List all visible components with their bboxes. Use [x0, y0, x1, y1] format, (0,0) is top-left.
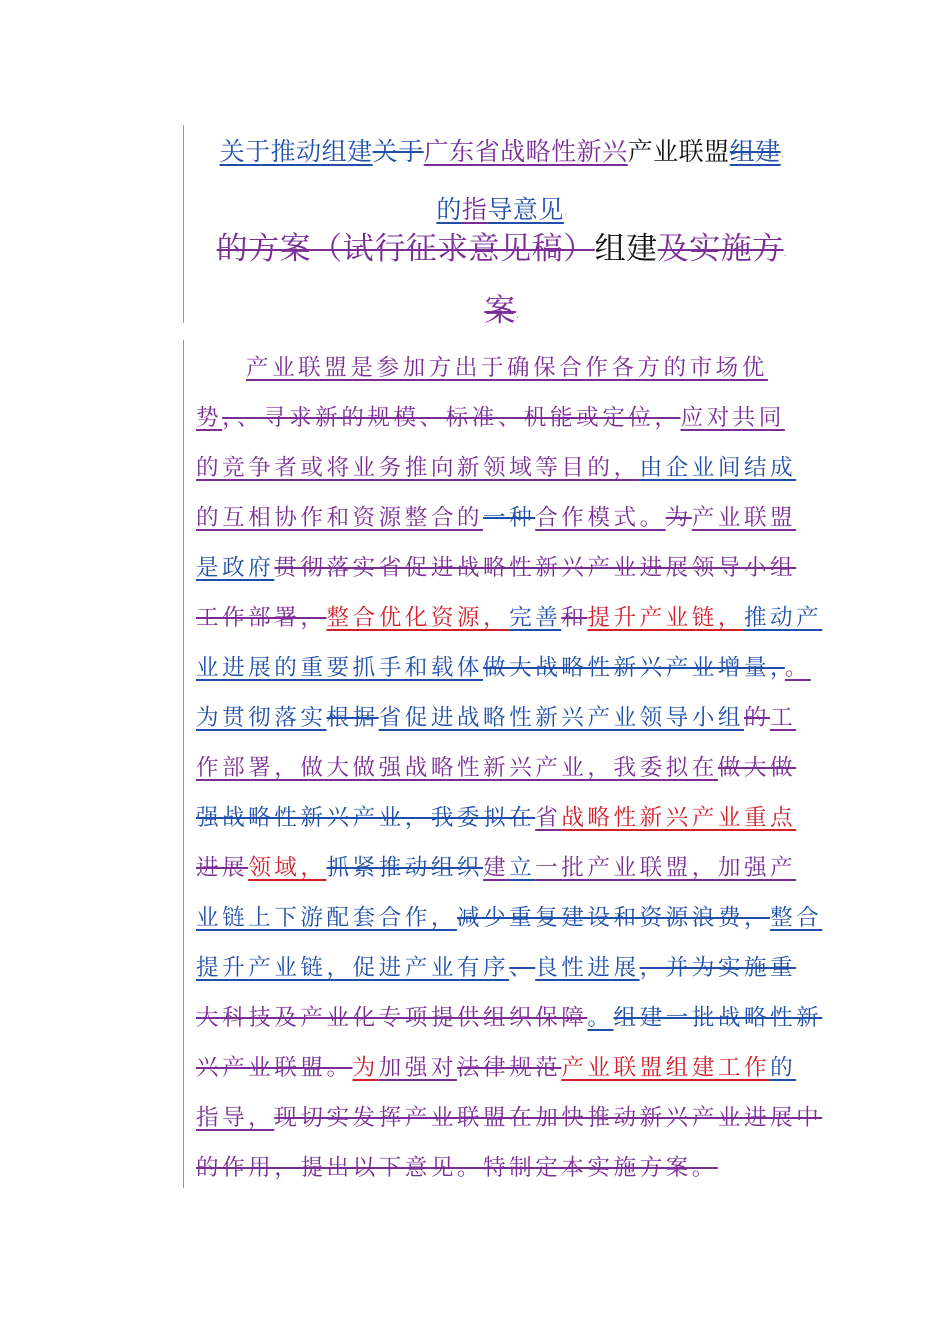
text-run: 现切实发挥产业联盟在加快推动新兴产业进展中 — [274, 1105, 823, 1131]
text-run: 一批产业联盟，加强产 — [535, 855, 797, 881]
text-run: 指 — [461, 195, 488, 224]
body-line — [196, 893, 836, 943]
text-run: 、 — [509, 955, 536, 981]
text-run: 完善 — [509, 605, 562, 631]
body-line — [196, 793, 836, 843]
text-run: 大科技及产业化专项提供组织保障 — [196, 1005, 588, 1031]
text-run: 和 — [561, 605, 588, 631]
paragraph-mark-icon: · — [563, 210, 568, 221]
text-run: 提升产业链， — [587, 605, 744, 631]
body-line — [196, 693, 836, 743]
body-line — [196, 743, 836, 793]
text-run: 强战略性新兴产业，我委拟在 — [196, 805, 536, 831]
text-run: 产业联盟是参加方出于确保合作各方的市场优 — [246, 355, 768, 381]
text-run: 省促进战略性新兴产业领导小组 — [378, 705, 744, 731]
body-line — [196, 643, 836, 693]
text-run: 兴产业联盟。 — [196, 1055, 353, 1081]
text-run: 案 — [484, 293, 516, 329]
body-line — [196, 493, 836, 543]
text-run: 工 — [770, 705, 797, 731]
body-line — [196, 1143, 836, 1193]
text-run: 作部署，做大做强战略性新兴产业，我委拟在 — [196, 755, 718, 781]
text-run: 指导， — [196, 1105, 275, 1131]
body-line — [196, 1093, 836, 1143]
body-line — [196, 993, 836, 1043]
document-subtitle — [192, 222, 812, 346]
paragraph-mark-icon: · — [780, 152, 785, 163]
text-run: 为贯彻落实 — [196, 705, 327, 731]
text-run: 抓紧推动组织 — [326, 855, 484, 881]
text-run: 整合优化资源， — [326, 605, 510, 631]
text-run: 领域， — [248, 855, 327, 881]
text-run: ，、寻求新的规模、标准、机能或定位， — [222, 405, 681, 431]
text-run: 应对共同 — [680, 405, 785, 431]
paragraph-mark-icon: · — [515, 313, 520, 324]
text-run: 产业联盟 — [691, 505, 797, 531]
text-run: 组建一批战略性新 — [613, 1005, 823, 1031]
text-run: 的方案（试行征求意见稿） — [216, 231, 595, 267]
text-run: 做大战略性新兴产业增量， — [483, 655, 785, 681]
text-run: 组建 — [594, 231, 658, 267]
text-run: 提升产业链，促进产业有序 — [196, 955, 510, 981]
text-run: 势 — [196, 405, 223, 431]
text-run: 业进展的重要抓手和载体 — [196, 655, 484, 681]
text-run: 组建 — [729, 137, 781, 166]
text-run: 业链上下游配套合作， — [196, 905, 457, 931]
body-line — [196, 393, 836, 443]
text-run: 的竞争者或将业务推向新领域等目的， — [196, 455, 640, 481]
text-run: 减少重复建设和资源浪费， — [456, 905, 771, 931]
text-run: 做大做 — [717, 755, 797, 781]
text-run: 法律规范 — [456, 1055, 562, 1081]
text-run: 整合 — [770, 905, 823, 931]
text-run: 进展 — [196, 855, 249, 881]
text-run: 及实施方 — [657, 231, 784, 267]
text-run: 战略性新兴产业重点 — [561, 805, 797, 831]
title-line-4 — [192, 284, 812, 346]
text-run: 根据 — [326, 705, 379, 731]
change-bar-body — [183, 340, 184, 1188]
text-run: ，并为实施重 — [639, 955, 797, 981]
text-run: 一种 — [483, 505, 536, 531]
title-line-1 — [192, 126, 812, 184]
text-run: 产业联盟组建工作 — [561, 1055, 771, 1081]
text-run: 广东省战略性新兴 — [423, 137, 628, 166]
title-line-3 — [192, 222, 812, 284]
body-line — [196, 1043, 836, 1093]
text-run: 为 — [665, 505, 692, 531]
paragraph-mark-icon: · — [783, 251, 788, 262]
text-run: 的 — [770, 1055, 797, 1081]
text-run: 省 — [535, 805, 562, 831]
text-run: 。 — [587, 1005, 614, 1031]
text-run: 的 — [436, 195, 462, 224]
text-run: 良性进展 — [535, 955, 640, 981]
text-run: 的互相协作和资源整合的 — [196, 505, 484, 531]
text-run: 立 — [509, 855, 536, 881]
text-run: 加强对 — [378, 1055, 457, 1081]
body-line — [196, 843, 836, 893]
text-run: 是政府 — [196, 555, 275, 581]
text-run: 。 — [784, 655, 811, 681]
text-run: 导意见 — [487, 195, 564, 224]
text-run: 的 — [743, 705, 771, 731]
text-run: 贯彻落实省促进战略性新兴产业进展领导小组 — [274, 555, 797, 581]
text-run: 工作部署， — [196, 605, 327, 631]
text-run: 建 — [483, 855, 510, 881]
text-run: 的作用，提出以下意见。 — [196, 1155, 484, 1181]
change-bar-title — [183, 125, 184, 323]
body-line — [196, 943, 836, 993]
text-run: 产业联盟 — [627, 137, 730, 166]
text-run: 推动产 — [743, 605, 823, 631]
text-run: 由企业间结成 — [639, 455, 797, 481]
text-run: 关于 — [372, 137, 424, 166]
body-line — [196, 593, 836, 643]
text-run: 关于推动组建 — [219, 137, 373, 166]
body-line — [196, 443, 836, 493]
body-paragraph — [196, 343, 836, 1193]
body-line — [196, 543, 836, 593]
text-run: 合作模式。 — [535, 505, 666, 531]
text-run: 特制定本实施方案。 — [483, 1155, 718, 1181]
body-line — [196, 343, 836, 393]
text-run: 为 — [352, 1055, 379, 1081]
